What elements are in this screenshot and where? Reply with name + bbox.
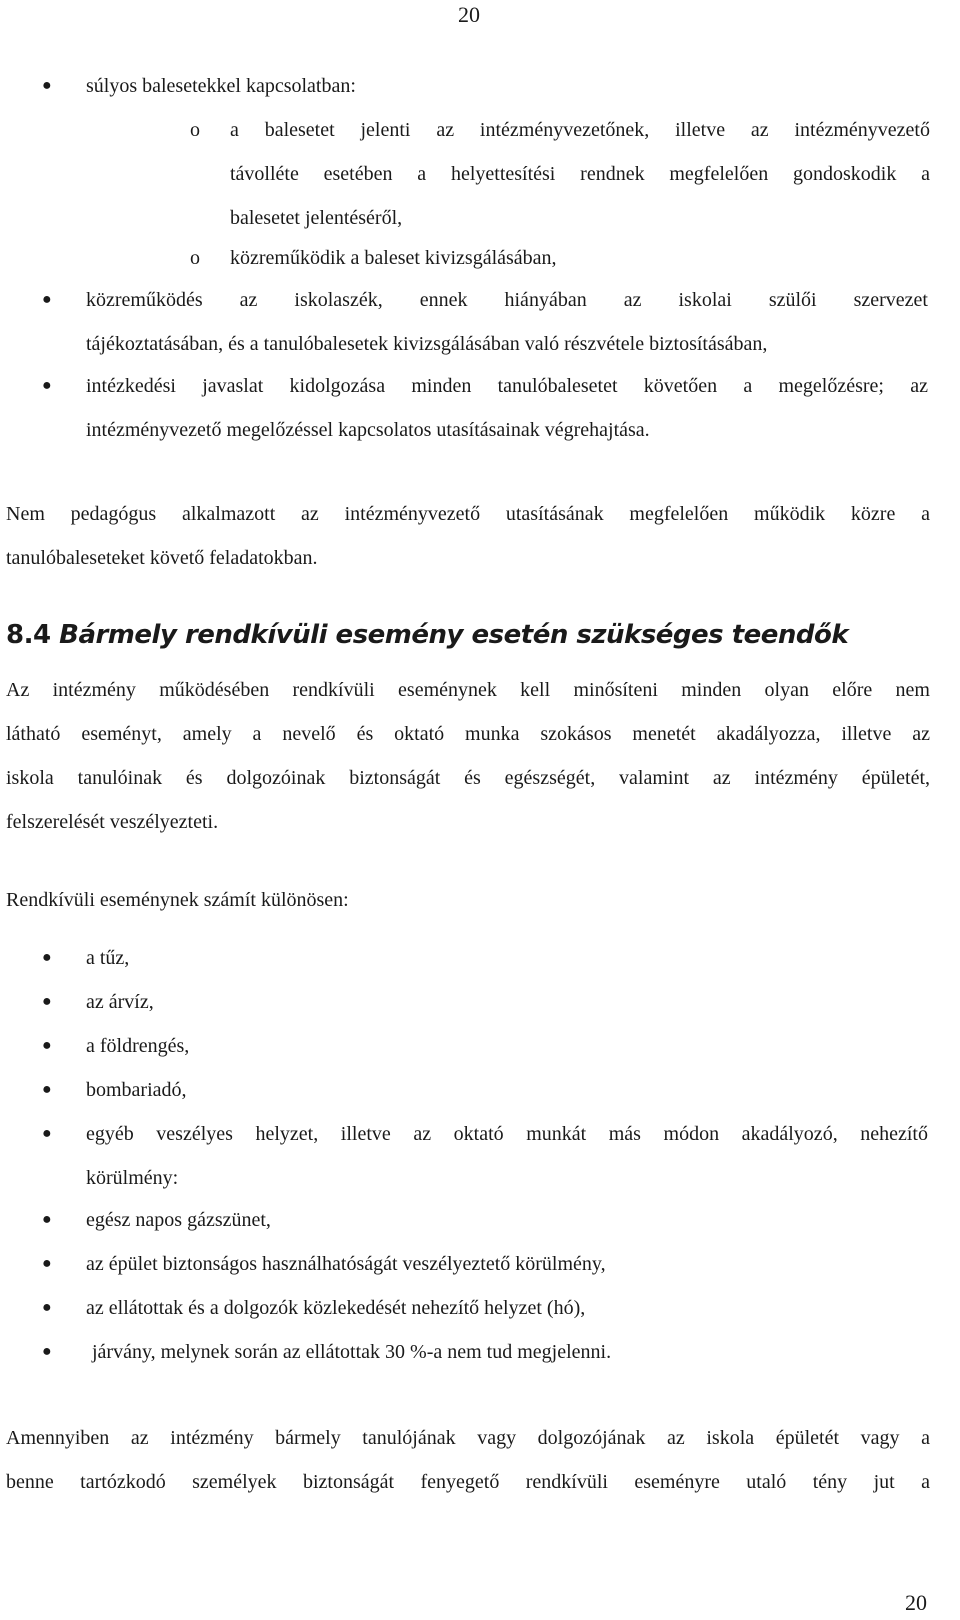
list-item xyxy=(42,364,928,452)
page-number-bottom: 20 xyxy=(905,1590,927,1615)
bullet-icon: ● xyxy=(42,77,52,94)
list-item xyxy=(42,1068,928,1112)
list-item-text: a földrengés, xyxy=(86,1035,190,1057)
list-item xyxy=(42,278,928,366)
paragraph xyxy=(6,1416,930,1504)
list-item-text: intézkedési javaslat kidolgozása minden tanulóbalesetet követően a megelőzésre; az xyxy=(86,375,928,397)
section-heading xyxy=(6,620,848,650)
paragraph-line: Rendkívüli eseménynek számít különösen: xyxy=(6,889,349,911)
bullet-icon: ● xyxy=(42,1299,52,1316)
list-item-text: egyéb veszélyes helyzet, illetve az oktató munkát más módon akadályozó, nehezítő xyxy=(86,1123,928,1145)
bullet-icon: ● xyxy=(42,993,52,1010)
list-item xyxy=(42,1242,928,1286)
list-item-text: járvány, melynek során az ellátottak 30 %-a nem tud megjelenni. xyxy=(92,1341,612,1363)
paragraph-line: benne tartózkodó személyek biztonságát fenyegető rendkívüli eseményre utaló tény jut a xyxy=(6,1471,930,1493)
bullet-icon: ● xyxy=(42,1255,52,1272)
bullet-icon: ● xyxy=(42,1343,52,1360)
list-item xyxy=(42,1112,928,1200)
list-item-text: az árvíz, xyxy=(86,991,154,1013)
sub-list-item xyxy=(190,108,930,240)
list-item-text: tájékoztatásában, és a tanulóbalesetek kivizsgálásában való részvétele biztosításában, xyxy=(86,333,768,355)
paragraph-line: felszerelését veszélyezteti. xyxy=(6,811,219,833)
sub-item-line: távolléte esetében a helyettesítési rendnek megfelelően gondoskodik a xyxy=(230,163,930,185)
section-number: 8.4 xyxy=(6,620,51,650)
sub-item-line: balesetet jelentéséről, xyxy=(230,207,403,229)
list-item xyxy=(42,1330,928,1374)
bullet-icon: ● xyxy=(42,377,52,394)
sub-list-item xyxy=(190,236,930,280)
bullet-icon: ● xyxy=(42,1037,52,1054)
paragraph-line: Nem pedagógus alkalmazott az intézményvezető utasításának megfelelően működik közre a xyxy=(6,503,930,525)
sub-bullet-marker: o xyxy=(190,247,200,269)
list-item-text: a tűz, xyxy=(86,947,130,969)
paragraph xyxy=(6,492,930,580)
list-item-text: közreműködés az iskolaszék, ennek hiányában az iskolai szülői szervezet xyxy=(86,289,928,311)
sub-item-line: közreműködik a baleset kivizsgálásában, xyxy=(230,247,557,269)
sub-item-line: a balesetet jelenti az intézményvezetőnek, illetve az intézményvezető xyxy=(230,119,930,141)
list-item xyxy=(42,1024,928,1068)
section-title: Bármely rendkívüli esemény esetén szükséges teendők xyxy=(59,620,849,650)
paragraph-line: látható eseményt, amely a nevelő és oktató munka szokásos menetét akadályozza, illetve az xyxy=(6,723,930,745)
sub-bullet-marker: o xyxy=(190,119,200,141)
list-item-text: az ellátottak és a dolgozók közlekedését nehezítő helyzet (hó), xyxy=(86,1297,586,1319)
paragraph-line: Az intézmény működésében rendkívüli eseménynek kell minősíteni minden olyan előre nem xyxy=(6,679,930,701)
bullet-icon: ● xyxy=(42,1211,52,1228)
bullet-icon: ● xyxy=(42,1081,52,1098)
list-item-text: bombariadó, xyxy=(86,1079,187,1101)
page-number-top: 20 xyxy=(458,2,480,27)
list-item-text: körülmény: xyxy=(86,1167,179,1189)
list-item xyxy=(42,1198,928,1242)
list-item xyxy=(42,64,928,108)
bullet-icon: ● xyxy=(42,949,52,966)
list-item-text: intézményvezető megelőzéssel kapcsolatos utasításainak végrehajtása. xyxy=(86,419,650,441)
list-item-text: súlyos balesetekkel kapcsolatban: xyxy=(86,75,356,97)
paragraph-line: iskola tanulóinak és dolgozóinak biztonságát és egészségét, valamint az intézmény épületét, xyxy=(6,767,930,789)
list-item-text: egész napos gázszünet, xyxy=(86,1209,271,1231)
list-item-text: az épület biztonságos használhatóságát veszélyeztető körülmény, xyxy=(86,1253,606,1275)
paragraph-line: Amennyiben az intézmény bármely tanulójának vagy dolgozójának az iskola épületét vagy a xyxy=(6,1427,930,1449)
paragraph xyxy=(6,878,930,922)
bullet-icon: ● xyxy=(42,291,52,308)
list-item xyxy=(42,936,928,980)
bullet-icon: ● xyxy=(42,1125,52,1142)
list-item xyxy=(42,980,928,1024)
list-item xyxy=(42,1286,928,1330)
paragraph-line: tanulóbaleseteket követő feladatokban. xyxy=(6,547,318,569)
paragraph xyxy=(6,668,930,844)
